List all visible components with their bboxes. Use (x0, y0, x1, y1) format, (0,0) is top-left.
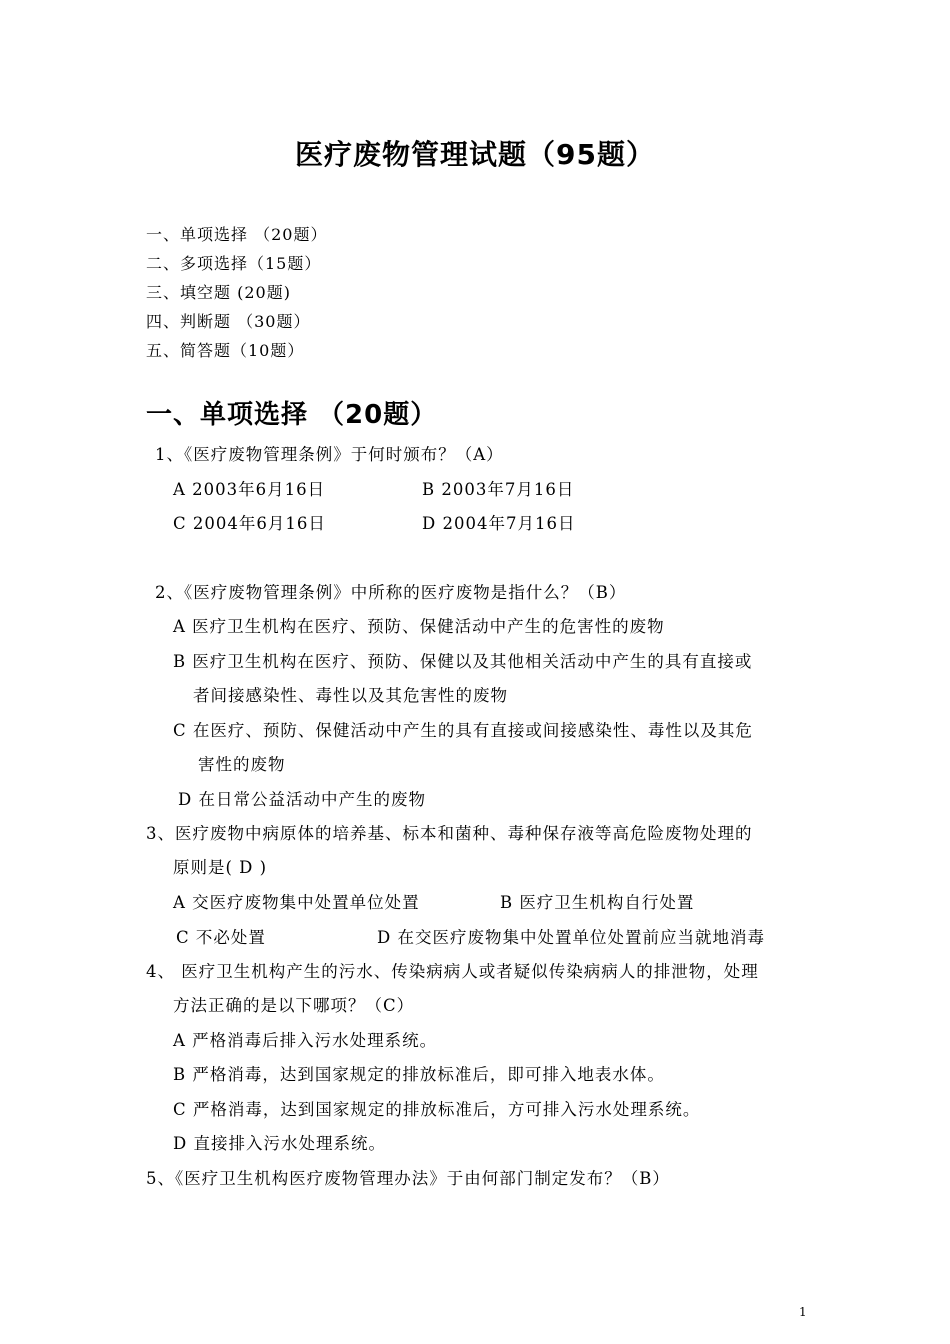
toc-item-1: 一、单项选择 （20题） (146, 225, 328, 244)
page-number: 1 (799, 1305, 807, 1319)
section-heading: 一、单项选择 （20题） (146, 400, 438, 430)
q4-option-a: A 严格消毒后排入污水处理系统。 (173, 1031, 438, 1050)
q2-option-a: A 医疗卫生机构在医疗、预防、保健活动中产生的危害性的废物 (173, 617, 665, 636)
q1-option-a: A 2003年6月16日 (173, 480, 326, 499)
q3-option-a: A 交医疗废物集中处置单位处置 (173, 893, 420, 912)
question-5: 5、《医疗卫生机构医疗废物管理办法》于由何部门制定发布？（B） (146, 1169, 670, 1188)
q3-option-b: B 医疗卫生机构自行处置 (500, 893, 695, 912)
q1-option-d: D 2004年7月16日 (422, 514, 576, 533)
q4-option-b: B 严格消毒，达到国家规定的排放标准后，即可排入地表水体。 (173, 1065, 665, 1084)
toc-item-3: 三、填空题 (20题) (146, 283, 291, 302)
q3-option-d: D 在交医疗废物集中处置单位处置前应当就地消毒 (377, 928, 765, 947)
q2-option-b-cont: 者间接感染性、毒性以及其危害性的废物 (193, 686, 508, 705)
q4-option-c: C 严格消毒，达到国家规定的排放标准后，方可排入污水处理系统。 (173, 1100, 701, 1119)
question-1: 1、《医疗废物管理条例》于何时颁布？（A） (155, 445, 504, 464)
question-3: 3、医疗废物中病原体的培养基、标本和菌种、毒种保存液等高危险废物处理的 (146, 824, 753, 843)
q1-option-c: C 2004年6月16日 (173, 514, 326, 533)
q2-option-c-cont: 害性的废物 (198, 755, 286, 774)
q1-option-b: B 2003年7月16日 (422, 480, 575, 499)
question-4: 4、 医疗卫生机构产生的污水、传染病病人或者疑似传染病病人的排泄物，处理 (146, 962, 759, 981)
question-4-cont: 方法正确的是以下哪项？（C） (173, 996, 415, 1015)
q2-option-d: D 在日常公益活动中产生的废物 (178, 790, 426, 809)
question-3-cont: 原则是( D ) (173, 858, 268, 877)
q3-option-c: C 不必处置 (176, 928, 266, 947)
toc-item-4: 四、判断题 （30题） (146, 312, 311, 331)
toc-item-5: 五、简答题（10题） (146, 341, 305, 360)
toc-item-2: 二、多项选择（15题） (146, 254, 322, 273)
q2-option-c: C 在医疗、预防、保健活动中产生的具有直接或间接感染性、毒性以及其危 (173, 721, 753, 740)
q2-option-b: B 医疗卫生机构在医疗、预防、保健以及其他相关活动中产生的具有直接或 (173, 652, 753, 671)
question-2: 2、《医疗废物管理条例》中所称的医疗废物是指什么？（B） (155, 583, 627, 602)
page-title: 医疗废物管理试题（95题） (295, 138, 655, 171)
q4-option-d: D 直接排入污水处理系统。 (173, 1134, 386, 1153)
